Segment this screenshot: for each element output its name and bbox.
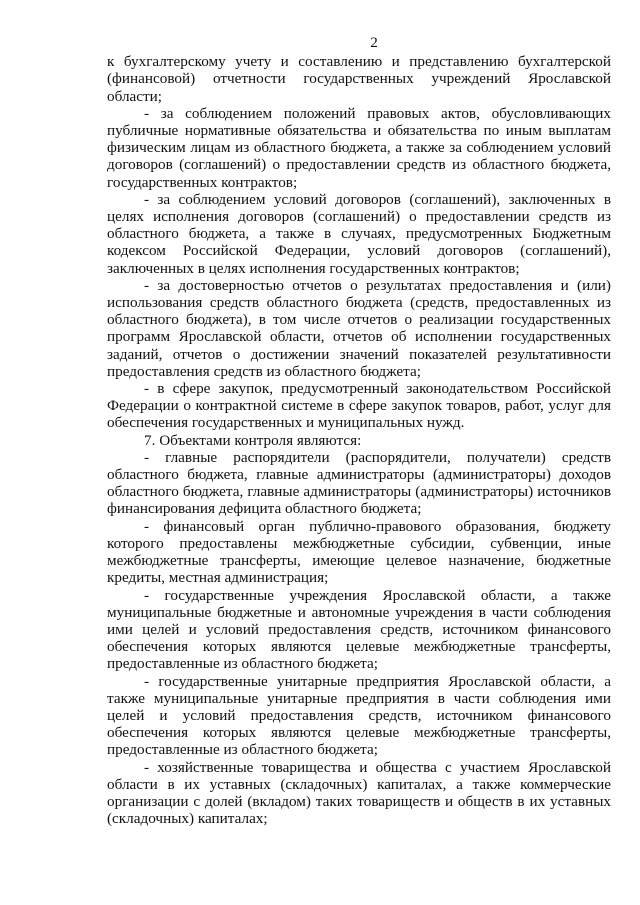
page-number: 2 bbox=[370, 34, 378, 51]
paragraph-1: к бухгалтерскому учету и составлению и представлению бухгалтерской (финансовой) отчетности государственных учреждений Ярославской области; bbox=[107, 53, 611, 105]
document-page bbox=[107, 34, 611, 827]
paragraph-2: - за соблюдением положений правовых актов, обусловливающих публичные нормативные обязательства и обязательства по иным выплатам физическим лицам из областного бюджета, а также за соблюдением условий договоров (соглашений) о предоставлении средств из областного бюджета, государственных контрактов; bbox=[107, 104, 611, 191]
paragraph-11: - хозяйственные товарищества и общества с участием Ярославской области в их уставных (складочных) капиталах, а также коммерческие организации с долей (вкладом) таких товариществ и обществ в их уставных (складочных) капиталах; bbox=[107, 758, 611, 828]
paragraph-10: - государственные унитарные предприятия Ярославской области, а также муниципальные унитарные предприятия в части соблюдения ими целей и условий предоставления средств, источником финансового обеспечения которых являются целевые межбюджетные трансферты, предоставленные из областного бюджета; bbox=[107, 672, 611, 759]
paragraph-3: - за соблюдением условий договоров (соглашений), заключенных в целях исполнения договоров (соглашений) о предоставлении средств из областного бюджета, а также в случаях, предусмотренных Бюджетным кодексом Российской Федерации, условий договоров (соглашений), заключенных в целях исполнения государственных контрактов; bbox=[107, 190, 611, 277]
paragraph-9: - государственные учреждения Ярославской области, а также муниципальные бюджетные и автономные учреждения в части соблюдения ими целей и условий предоставления средств, источником финансового обеспечения которых являются целевые межбюджетные трансферты, предоставленные из областного бюджета; bbox=[107, 586, 611, 673]
paragraph-8: - финансовый орган публично-правового образования, бюджету которого предоставлены межбюджетные субсидии, субвенции, иные межбюджетные трансферты, имеющие целевое назначение, бюджетные кредиты, местная администрация; bbox=[107, 517, 611, 587]
paragraph-7: - главные распорядители (распорядители, получатели) средств областного бюджета, главные администраторы (администраторы) доходов областного бюджета, главные администраторы (администраторы) источников финансирования дефицита областного бюджета; bbox=[107, 448, 611, 518]
section-heading-7: 7. Объектами контроля являются: bbox=[144, 431, 362, 449]
paragraph-5: - в сфере закупок, предусмотренный законодательством Российской Федерации о контрактной системе в сфере закупок товаров, работ, услуг для обеспечения государственных и муниципальных нужд. bbox=[107, 380, 611, 432]
paragraph-4: - за достоверностью отчетов о результатах предоставления и (или) использования средств областного бюджета (средств, предоставленных из областного бюджета), в том числе отчетов о реализации государственных программ Ярославской области, отчетов об исполнении государственных заданий, отчетов о достижении значений показателей результативности предоставления средств из областного бюджета; bbox=[107, 276, 611, 380]
